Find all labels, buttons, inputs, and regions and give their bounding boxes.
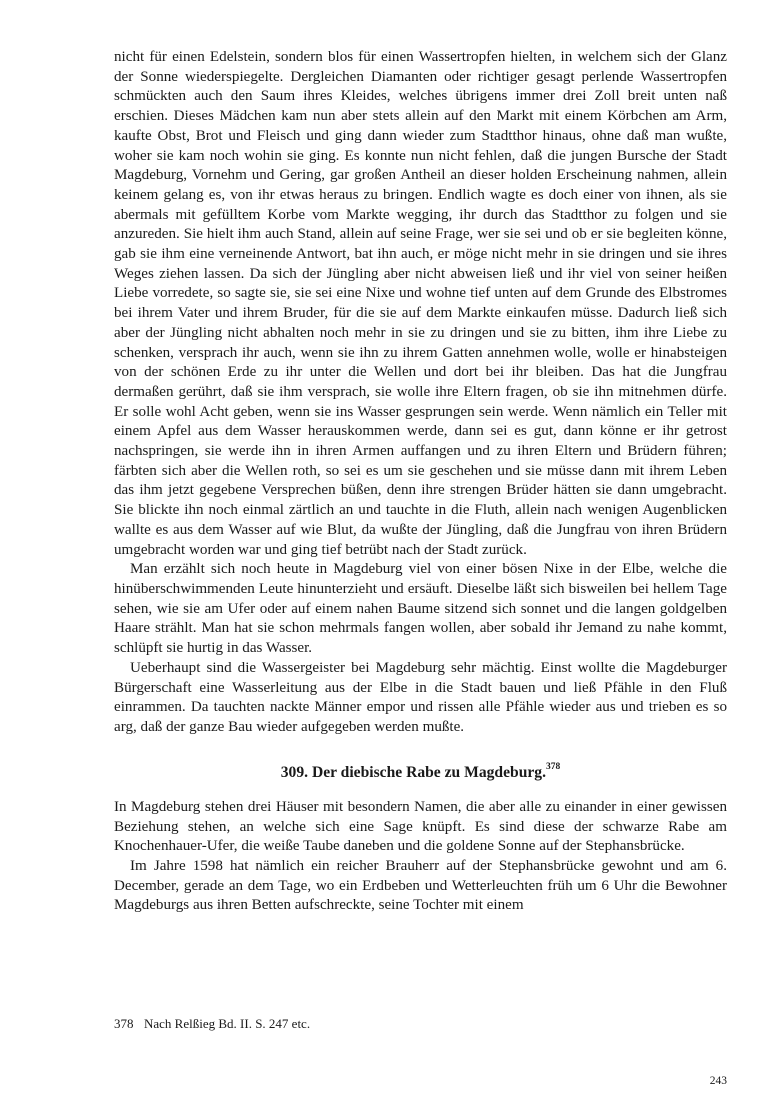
continuation-paragraph: nicht für einen Edelstein, sondern blos für einen Wassertropfen hielten, in welchem sich der Glanz der Sonne wiederspiegelte. Dergleichen Diamanten oder richtiger gesagt perlende Wassertropfen schmückten auch den Saum ihres Kleides, welches übrigens immer drei Zoll breit unten naß erschien. Dieses Mädchen kam nun aber stets allein auf den Markt mit einem Körbchen am Arm, kaufte Obst, Brot und Fleisch und ging dann wieder zum Stadtthor hinaus, ohne daß man wußte, woher sie kam noch wohin sie ging. Es konnte nun nicht fehlen, daß die jungen Bursche der Stadt Magdeburg, Vornehm und Gering, gar großen Antheil an dieser holden Erscheinung nahmen, allein keinem gelang es, von ihr etwas heraus zu bringen. Endlich wagte es doch einer von ihnen, als sie abermals mit gefülltem Korbe vom Markte wegging, ihr durch das Stadtthor zu folgen und sie anzureden. Sie hielt ihm auch Stand, allein auf seine Frage, wer sie sei und ob er sie begleiten könne, gab sie ihm eine verneinende Antwort, bat ihn auch, er möge nicht mehr in sie dringen und sie ihres Weges ziehen lassen. Da sich der Jüngling aber nicht abweisen ließ und ihr viel von seiner heißen Liebe vorredete, so sagte sie, sie sei eine Nixe und wohne tief unten auf dem Grunde des Elbstromes bei ihrem Vater und ihrem Bruder, für die sie auf dem Markte einkaufen müsse. Dadurch ließ sich aber der Jüngling nicht abhalten noch mehr in sie zu dringen und sie zu bitten, ihm ihre Liebe zu schenken, versprach ihr auch, wenn sie ihn zu ihrem Gatten annehmen wolle, wolle er hinabsteigen von der schönen Erde zu ihr unter die Wellen und dort bei ihr bleiben. Das hat die Jungfrau dermaßen gerührt, daß sie ihm versprach, sie wolle ihre Eltern fragen, ob sie ihn mitnehmen dürfe. Er solle wohl Acht geben, wenn sie ins Wasser gesprungen sein werde. Wenn nämlich ein Teller mit einem Apfel aus dem Wasser herauskommen werde, dann sei es gut, dann könne er ihr getrost nachspringen, sie werde ihn in ihren Armen auffangen und zu ihren Eltern und Brüdern führen; färbten sich aber die Wellen roth, so sei es um sie geschehen und sie müsse dann mit ihrem Leben das ihm jetzt gegebene Versprechen büßen, denn ihre strengen Brüder hätten sie dann umgebracht. Sie blickte ihn noch einmal zärtlich an und tauchte in die Fluth, allein nach wenigen Augenblicken wallte es aus dem Wasser auf wie Blut, da wußte der Jüngling, daß die Jungfrau von ihren Brüdern umgebracht worden war und ging tief betrübt nach der Stadt zurück. (114, 49, 727, 558)
page-body (114, 48, 727, 916)
section-title: 309. Der diebische Rabe zu Magdeburg. (280, 763, 546, 781)
section-paragraph-1: In Magdeburg stehen drei Häuser mit besondern Namen, die aber alle zu einander in einer gewissen Beziehung stehen, an welche sich eine Sage knüpft. Es sind diese der schwarze Rabe am Knochenhauer-Ufer, die weiße Taube daneben und die goldene Sonne auf der Stephansbrücke. (114, 798, 727, 855)
footnote-text: Nach Relßieg Bd. II. S. 247 etc. (144, 1016, 311, 1031)
footnote-reference[interactable]: 378 (545, 761, 561, 772)
section-paragraph-2: Im Jahre 1598 hat nämlich ein reicher Brauherr auf der Stephansbrücke gewohnt und am 6. December, gerade an dem Tage, wo ein Erdbeben und Wetterleuchten früh um 6 Uhr die Bewohner Magdeburgs aus ihren Betten aufschreckte, seine Tochter mit einem (114, 857, 727, 914)
footnote (114, 1015, 727, 1032)
nixe-paragraph: Man erzählt sich noch heute in Magdeburg viel von einer bösen Nixe in der Elbe, welche die hinüberschwimmenden Leute hinunterzieht und ersäuft. Dieselbe läßt sich bisweilen bei hellem Tage sehen, wie sie am Ufer oder auf einem nahen Baume sitzend sich sonnet und die langen goldgelben Haare strählt. Man hat sie schon mehrmals fangen wollen, aber sobald ihr Jemand zu nahe kommt, schlüpft sie hurtig in das Wasser. (114, 561, 727, 657)
footnote-number: 378 (114, 1016, 134, 1031)
wassergeister-paragraph: Ueberhaupt sind die Wassergeister bei Magdeburg sehr mächtig. Einst wollte die Magdeburger Bürgerschaft eine Wasserleitung aus der Elbe in die Stadt bauen und ließ Pfähle in den Fluß einrammen. Da tauchten nackte Männer empor und rissen alle Pfähle wieder aus und trieben es so arg, daß der ganze Bau wieder aufgegeben werden mußte. (114, 659, 727, 735)
section-heading (114, 758, 727, 784)
page-number: 243 (709, 1075, 727, 1087)
